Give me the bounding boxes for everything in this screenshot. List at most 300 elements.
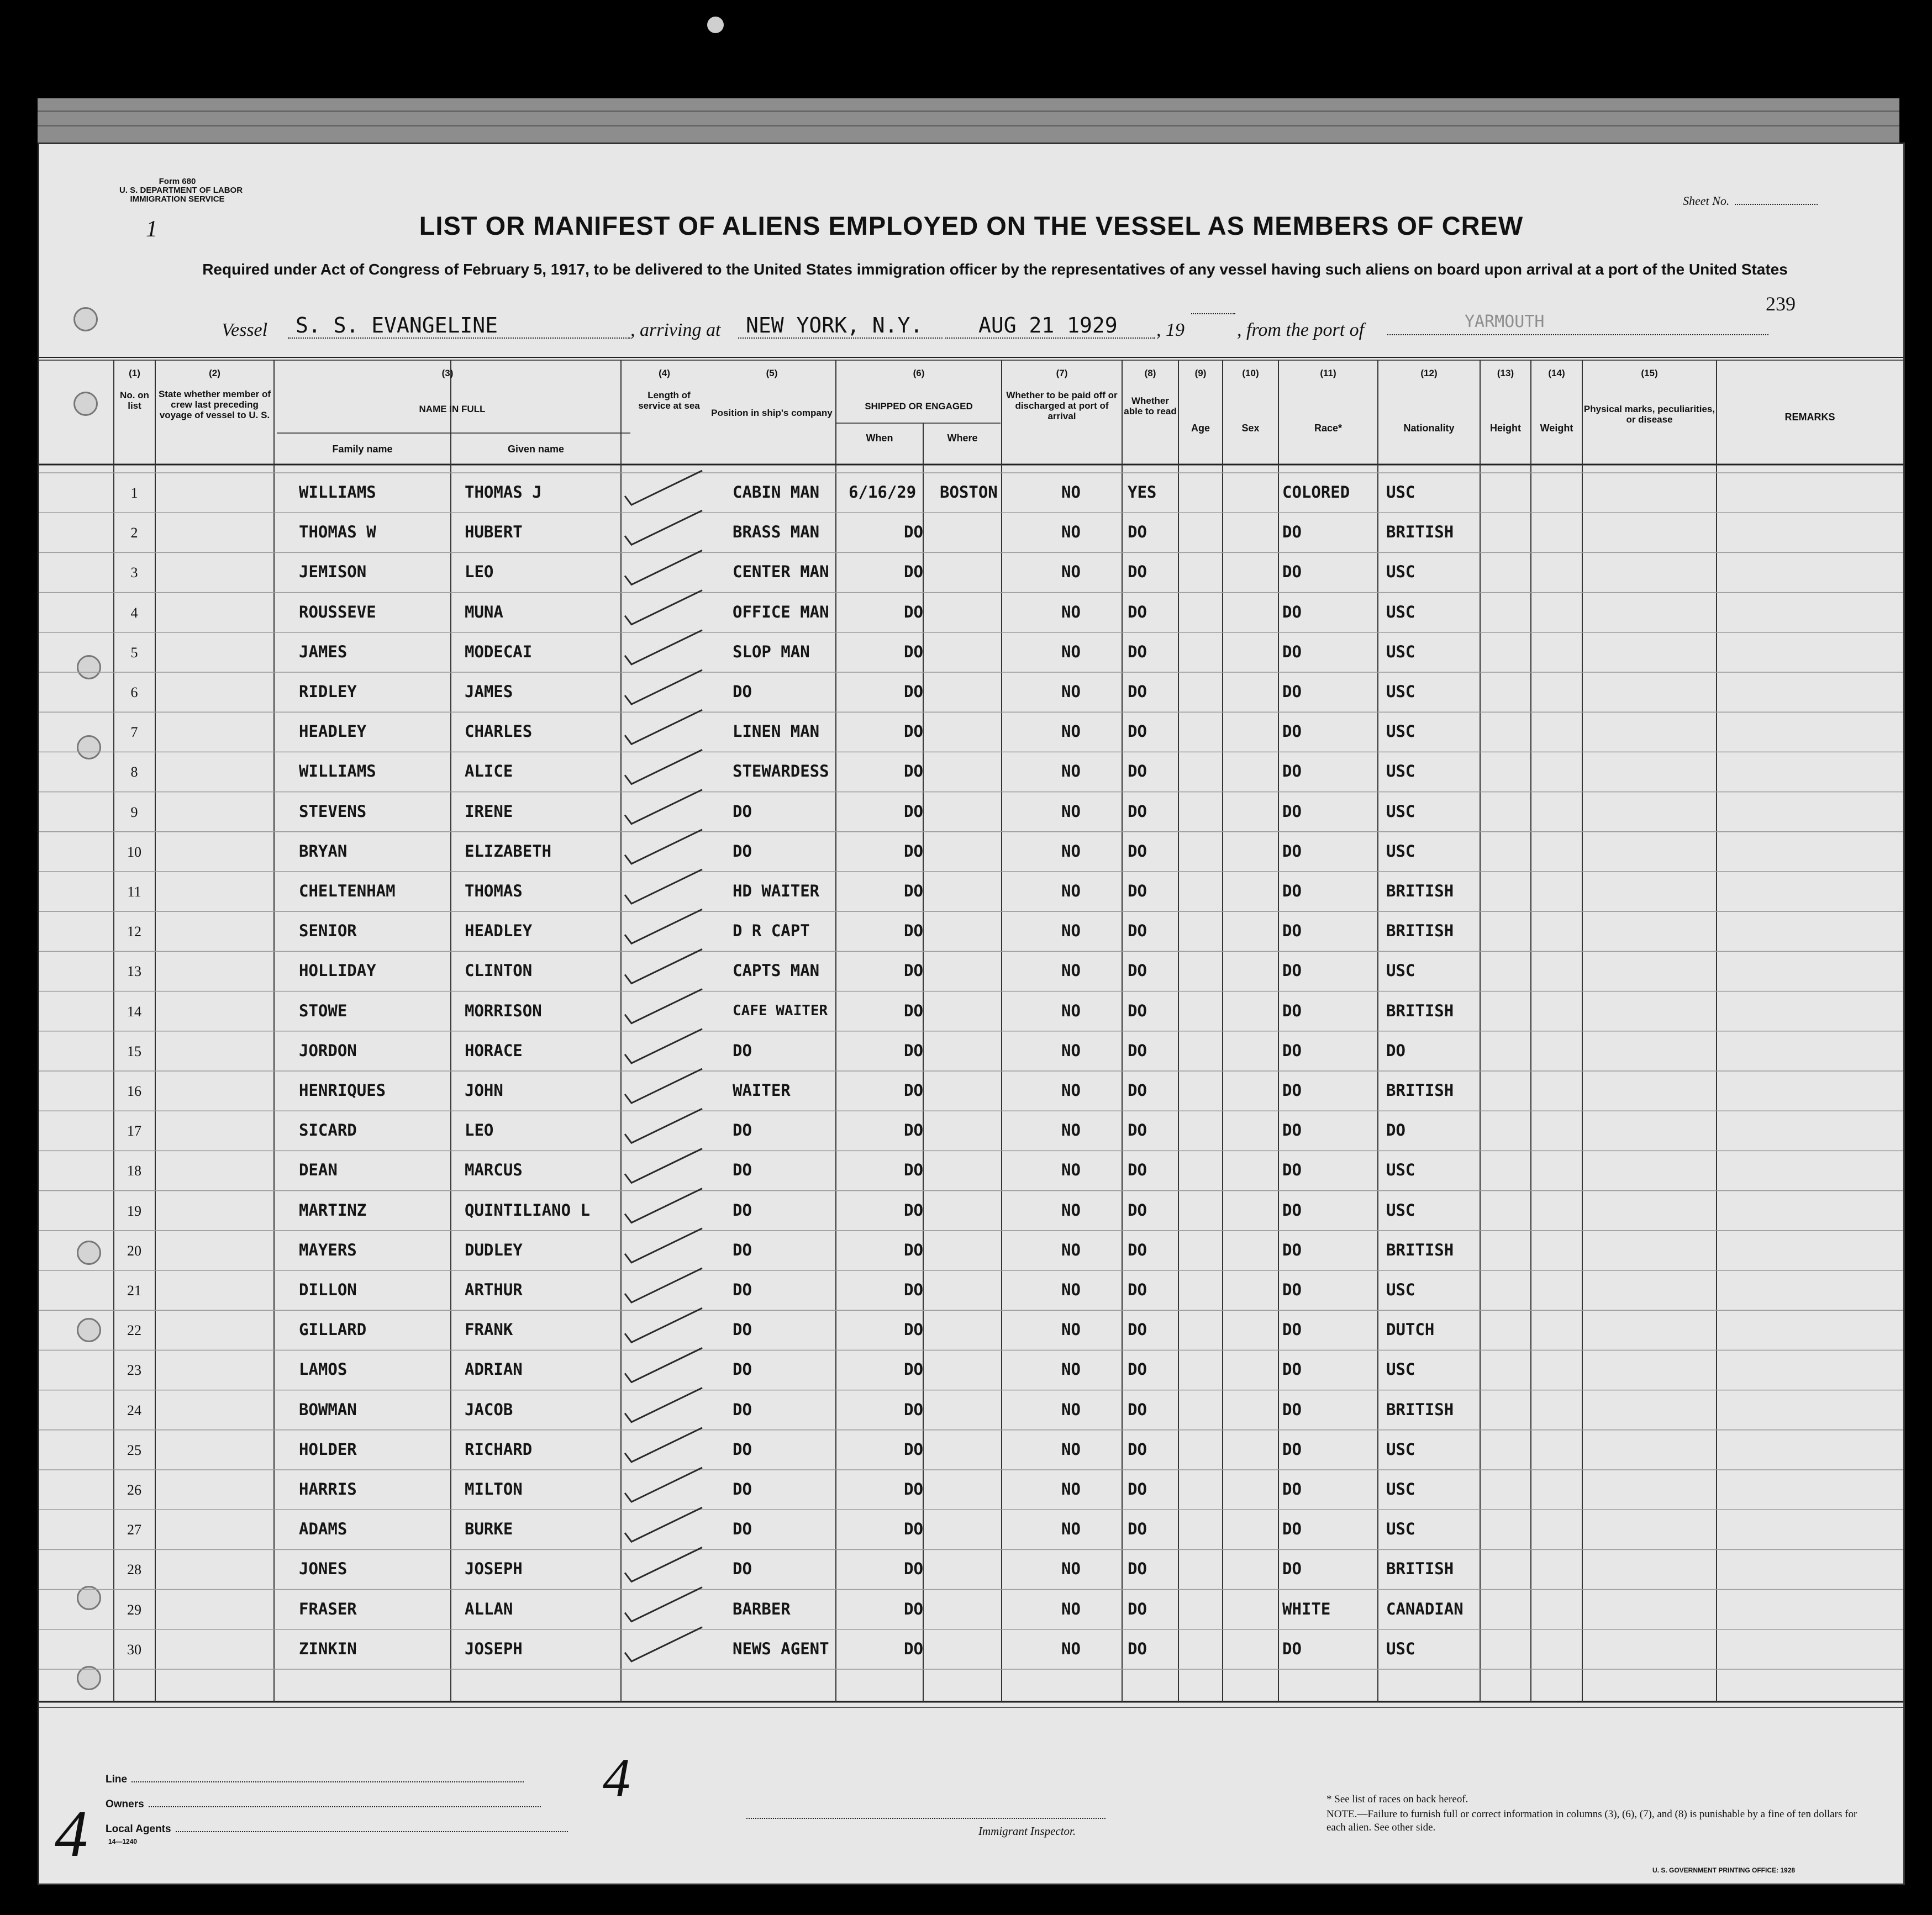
service-check-mark: [625, 1627, 702, 1661]
race-cell: DO: [1282, 722, 1302, 741]
service-check-mark: [625, 1507, 702, 1542]
paid-off-cell: NO: [1061, 1041, 1081, 1060]
race-cell: DO: [1282, 961, 1302, 980]
paid-off-cell: NO: [1061, 801, 1081, 821]
manifest-sheet: [38, 143, 1905, 1885]
given-name-cell: MORRISON: [465, 1001, 542, 1020]
paid-off-cell: NO: [1061, 523, 1081, 542]
nationality-cell: BRITISH: [1386, 1001, 1454, 1020]
service-check-mark: [625, 1348, 702, 1382]
service-check-mark: [625, 909, 702, 943]
header-able-to-read: Whether able to read: [1124, 395, 1177, 416]
row-number-cell: 11: [127, 884, 141, 900]
page-subtitle: Required under Act of Congress of February 5, 1917, to be delivered to the United States immigration officer by the representatives of any vessel having such aliens on board upon arrival at a port of the United States: [202, 261, 1788, 278]
able-to-read-cell: DO: [1128, 1160, 1147, 1180]
header-age: Age: [1191, 423, 1210, 434]
position-cell: BARBER: [733, 1599, 791, 1618]
shipped-when-cell: 6/16/29: [849, 483, 917, 502]
nationality-cell: USC: [1386, 483, 1415, 502]
handwritten-four-mid: 4: [603, 1747, 630, 1808]
service-check-mark: [625, 790, 702, 824]
footer-agents: [106, 1823, 568, 1835]
able-to-read-cell: DO: [1128, 1081, 1147, 1100]
shipped-when-cell: DO: [904, 1559, 923, 1579]
able-to-read-cell: DO: [1128, 1480, 1147, 1499]
given-name-cell: CHARLES: [465, 722, 533, 741]
position-cell: DO: [733, 1360, 752, 1379]
position-cell: DO: [733, 1400, 752, 1419]
nationality-cell: CANADIAN: [1386, 1599, 1464, 1618]
race-cell: DO: [1282, 1041, 1302, 1060]
header-paid-off: Whether to be paid off or discharged at port of arrival: [1006, 390, 1118, 421]
given-name-cell: HEADLEY: [465, 921, 533, 941]
race-cell: DO: [1282, 1480, 1302, 1499]
shipped-when-cell: DO: [904, 722, 923, 741]
given-name-cell: ALICE: [465, 762, 513, 781]
given-name-cell: JACOB: [465, 1400, 513, 1419]
vessel-name: S. S. EVANGELINE: [288, 313, 630, 339]
service-check-mark: [625, 510, 702, 545]
from-port: YARMOUTH: [1387, 310, 1768, 335]
row-number-cell: 26: [127, 1482, 141, 1498]
row-number-cell: 17: [127, 1123, 141, 1139]
given-name-cell: JOSEPH: [465, 1639, 523, 1658]
column-number: (6): [913, 368, 925, 378]
shipped-when-cell: DO: [904, 1041, 923, 1060]
column-number: (9): [1194, 368, 1207, 378]
sheet-no-label: Sheet No.: [1683, 194, 1730, 208]
race-cell: DO: [1282, 762, 1302, 781]
service-check-mark: [625, 750, 702, 784]
family-name-cell: THOMAS W: [299, 523, 376, 542]
given-name-cell: LEO: [465, 562, 494, 582]
service-check-mark: [625, 1428, 702, 1462]
shipped-when-cell: DO: [904, 1081, 923, 1100]
nationality-cell: DUTCH: [1386, 1320, 1435, 1339]
service-check-mark: [625, 1268, 702, 1302]
position-cell: DO: [733, 682, 752, 701]
family-name-cell: ZINKIN: [299, 1639, 357, 1658]
nationality-cell: USC: [1386, 722, 1415, 741]
service-check-mark: [625, 670, 702, 704]
row-number-cell: 25: [127, 1442, 141, 1458]
row-number-cell: 2: [130, 525, 138, 541]
from-label: , from the port of: [1237, 320, 1365, 340]
race-cell: DO: [1282, 682, 1302, 701]
shipped-when-cell: DO: [904, 1360, 923, 1379]
given-name-cell: FRANK: [465, 1320, 513, 1339]
column-number: (15): [1641, 368, 1658, 378]
header-given-name: Given name: [507, 444, 565, 455]
able-to-read-cell: DO: [1128, 1320, 1147, 1339]
family-name-cell: RIDLEY: [299, 682, 357, 701]
position-cell: DO: [733, 1041, 752, 1060]
column-number: (3): [441, 368, 454, 378]
service-check-mark: [625, 710, 702, 744]
family-name-cell: MARTINZ: [299, 1200, 367, 1220]
inspector-label: Immigrant Inspector.: [978, 1824, 1076, 1838]
paid-off-cell: NO: [1061, 682, 1081, 701]
able-to-read-cell: DO: [1128, 882, 1147, 900]
arriving-label: , arriving at: [630, 320, 721, 340]
able-to-read-cell: DO: [1128, 722, 1147, 741]
able-to-read-cell: DO: [1128, 1400, 1147, 1419]
given-name-cell: THOMAS J: [465, 483, 542, 502]
line-label: Line: [106, 1774, 128, 1785]
given-name-cell: MUNA: [465, 602, 503, 621]
column-number: (11): [1320, 368, 1336, 378]
race-cell: DO: [1282, 1559, 1302, 1579]
row-number-cell: 16: [127, 1083, 141, 1099]
given-name-cell: MARCUS: [465, 1160, 523, 1180]
service-check-mark: [625, 989, 702, 1024]
nationality-cell: BRITISH: [1386, 1240, 1454, 1259]
race-cell: DO: [1282, 1639, 1302, 1658]
nationality-cell: USC: [1386, 642, 1415, 661]
family-name-cell: HOLLIDAY: [299, 961, 376, 980]
able-to-read-cell: DO: [1128, 562, 1147, 582]
race-cell: DO: [1282, 642, 1302, 661]
header-weight: Weight: [1540, 423, 1573, 434]
nationality-cell: USC: [1386, 1439, 1415, 1459]
paid-off-cell: NO: [1061, 483, 1081, 502]
shipped-when-cell: DO: [904, 1400, 923, 1419]
able-to-read-cell: DO: [1128, 1121, 1147, 1140]
given-name-cell: HUBERT: [465, 523, 523, 542]
top-mark: 1: [146, 217, 157, 242]
service-check-mark: [625, 949, 702, 983]
position-cell: CAPTS MAN: [733, 961, 820, 980]
shipped-when-cell: DO: [904, 642, 923, 661]
column-number: (4): [659, 368, 670, 378]
service-check-mark: [625, 1547, 702, 1581]
paid-off-cell: NO: [1061, 921, 1081, 941]
able-to-read-cell: DO: [1128, 1200, 1147, 1220]
race-cell: DO: [1282, 523, 1302, 542]
paid-off-cell: NO: [1061, 1320, 1081, 1339]
header-height: Height: [1490, 423, 1521, 434]
service-check-mark: [625, 1468, 702, 1502]
handwritten-four-left: 4: [55, 1797, 88, 1870]
family-name-cell: DILLON: [299, 1280, 357, 1299]
row-number-cell: 7: [130, 724, 138, 741]
given-name-cell: JOHN: [465, 1081, 503, 1100]
row-number-cell: 29: [127, 1601, 141, 1618]
family-name-cell: ROUSSEVE: [299, 602, 376, 621]
position-cell: HD WAITER: [733, 882, 820, 900]
service-check-mark: [625, 830, 702, 864]
race-cell: DO: [1282, 1439, 1302, 1459]
family-name-cell: JAMES: [299, 642, 348, 661]
family-name-cell: CHELTENHAM: [299, 882, 396, 900]
family-name-cell: ADAMS: [299, 1520, 348, 1539]
able-to-read-cell: YES: [1128, 483, 1157, 502]
header-when: When: [866, 432, 893, 444]
shipped-where-cell: BOSTON: [940, 483, 998, 502]
race-cell: DO: [1282, 1160, 1302, 1180]
shipped-when-cell: DO: [904, 801, 923, 821]
able-to-read-cell: DO: [1128, 1639, 1147, 1658]
service-check-mark: [625, 1189, 702, 1223]
inspector-signature-line: [746, 1817, 1105, 1819]
row-number-cell: 30: [127, 1641, 141, 1658]
nationality-cell: USC: [1386, 1200, 1415, 1220]
paid-off-cell: NO: [1061, 562, 1081, 582]
service-check-mark: [625, 869, 702, 904]
family-name-cell: SICARD: [299, 1121, 357, 1140]
shipped-when-cell: DO: [904, 1599, 923, 1618]
race-cell: DO: [1282, 1400, 1302, 1419]
paid-off-cell: NO: [1061, 1439, 1081, 1459]
service-check-mark: [625, 1228, 702, 1263]
shipped-when-cell: DO: [904, 1200, 923, 1220]
race-cell: COLORED: [1282, 483, 1350, 502]
column-number: (7): [1056, 368, 1068, 378]
arrival-date: AUG 21 1929: [945, 313, 1155, 339]
position-cell: SLOP MAN: [733, 642, 810, 661]
position-cell: DO: [733, 1280, 752, 1299]
year-blank: [1191, 313, 1235, 314]
row-number-cell: 21: [127, 1283, 141, 1299]
family-name-cell: STEVENS: [299, 801, 367, 821]
position-cell: DO: [733, 841, 752, 861]
service-check-mark: [625, 1388, 702, 1422]
shipped-when-cell: DO: [904, 1439, 923, 1459]
header-name-in-full: NAME IN FULL: [419, 404, 486, 414]
department-name: U. S. DEPARTMENT OF LABOR: [119, 186, 243, 195]
family-name-cell: FRASER: [299, 1599, 357, 1618]
penalty-note: NOTE.—Failure to furnish full or correct information in columns (3), (6), (7), and (8) is punishable by a fine of ten dollars for each alien. See other side.: [1326, 1808, 1857, 1833]
race-cell: DO: [1282, 1240, 1302, 1259]
position-cell: DO: [733, 1240, 752, 1259]
paid-off-cell: NO: [1061, 642, 1081, 661]
paid-off-cell: NO: [1061, 762, 1081, 781]
header-sex: Sex: [1241, 423, 1260, 434]
row-number-cell: 24: [127, 1402, 141, 1418]
able-to-read-cell: DO: [1128, 961, 1147, 980]
row-number-cell: 1: [130, 485, 138, 501]
row-number-cell: 19: [127, 1202, 141, 1219]
position-cell: DO: [733, 1520, 752, 1539]
shipped-when-cell: DO: [904, 762, 923, 781]
able-to-read-cell: DO: [1128, 602, 1147, 621]
able-to-read-cell: DO: [1128, 1240, 1147, 1259]
service-check-mark: [625, 550, 702, 584]
nationality-cell: USC: [1386, 1480, 1415, 1499]
given-name-cell: MILTON: [465, 1480, 523, 1499]
given-name-cell: LEO: [465, 1121, 494, 1140]
column-number: (8): [1144, 368, 1156, 378]
race-cell: DO: [1282, 1001, 1302, 1020]
row-number-cell: 14: [127, 1003, 141, 1020]
service-check-mark: [625, 1587, 702, 1622]
position-cell: STEWARDESS: [733, 762, 829, 781]
given-name-cell: HORACE: [465, 1041, 523, 1060]
given-name-cell: DUDLEY: [465, 1240, 523, 1259]
paid-off-cell: NO: [1061, 1559, 1081, 1579]
given-name-cell: IRENE: [465, 801, 513, 821]
shipped-when-cell: DO: [904, 882, 923, 900]
position-cell: DO: [733, 1480, 752, 1499]
position-cell: WAITER: [733, 1081, 791, 1100]
given-name-cell: ALLAN: [465, 1599, 513, 1618]
nationality-cell: USC: [1386, 1639, 1415, 1658]
shipped-when-cell: DO: [904, 1160, 923, 1180]
header-race: Race*: [1314, 423, 1343, 434]
row-number-cell: 9: [130, 804, 138, 820]
given-name-cell: ELIZABETH: [465, 841, 552, 861]
row-number-cell: 23: [127, 1362, 141, 1379]
nationality-cell: DO: [1386, 1121, 1405, 1140]
paid-off-cell: NO: [1061, 1081, 1081, 1100]
nationality-cell: DO: [1386, 1041, 1405, 1060]
column-number: (1): [129, 368, 140, 378]
column-number: (5): [766, 368, 778, 378]
row-number-cell: 22: [127, 1322, 141, 1339]
nationality-cell: BRITISH: [1386, 1400, 1454, 1419]
paid-off-cell: NO: [1061, 1160, 1081, 1180]
given-name-cell: MODECAI: [465, 642, 533, 661]
shipped-when-cell: DO: [904, 562, 923, 582]
position-cell: DO: [733, 1121, 752, 1140]
position-cell: DO: [733, 1439, 752, 1459]
position-cell: CAFE WAITER: [733, 1002, 828, 1019]
family-name-cell: GILLARD: [299, 1320, 367, 1339]
position-cell: CABIN MAN: [733, 483, 820, 502]
service-check-mark: [625, 590, 702, 625]
punch-hole: [73, 307, 98, 331]
able-to-read-cell: DO: [1128, 523, 1147, 542]
nationality-cell: USC: [1386, 961, 1415, 980]
shipped-when-cell: DO: [904, 1121, 923, 1140]
row-number-cell: 6: [130, 684, 138, 700]
footer-owners: [106, 1798, 541, 1811]
family-name-cell: LAMOS: [299, 1360, 348, 1379]
footer-line: [106, 1774, 524, 1786]
family-name-cell: HEADLEY: [299, 722, 367, 741]
year-label: , 19: [1156, 320, 1185, 340]
race-cell: DO: [1282, 921, 1302, 941]
family-name-cell: WILLIAMS: [299, 483, 376, 502]
paid-off-cell: NO: [1061, 1360, 1081, 1379]
nationality-cell: BRITISH: [1386, 921, 1454, 941]
header-nationality: Nationality: [1403, 423, 1455, 434]
paid-off-cell: NO: [1061, 1121, 1081, 1140]
top-punch-hole: [707, 17, 724, 33]
able-to-read-cell: DO: [1128, 1520, 1147, 1539]
nationality-cell: USC: [1386, 762, 1415, 781]
header-length-of-service: Length of service at sea: [638, 390, 700, 411]
form-number: Form 680: [159, 177, 196, 186]
printer-credit: U. S. GOVERNMENT PRINTING OFFICE: 1928: [1652, 1866, 1796, 1874]
shipped-when-cell: DO: [904, 682, 923, 701]
given-name-cell: CLINTON: [465, 961, 533, 980]
given-name-cell: JAMES: [465, 682, 513, 701]
race-cell: DO: [1282, 1200, 1302, 1220]
column-number: (14): [1548, 368, 1565, 378]
header-no-on-list: No. on list: [120, 390, 149, 411]
family-name-cell: SENIOR: [299, 921, 357, 941]
row-number-cell: 15: [127, 1043, 141, 1059]
given-name-cell: ADRIAN: [465, 1360, 523, 1379]
paid-off-cell: NO: [1061, 1400, 1081, 1419]
family-name-cell: JORDON: [299, 1041, 357, 1060]
row-number-cell: 13: [127, 963, 141, 980]
family-name-cell: WILLIAMS: [299, 762, 376, 781]
nationality-cell: USC: [1386, 602, 1415, 621]
row-number-cell: 18: [127, 1163, 141, 1179]
family-name-cell: JEMISON: [299, 562, 367, 582]
nationality-cell: BRITISH: [1386, 523, 1454, 542]
sheet-number: 239: [1766, 293, 1796, 315]
row-number-cell: 4: [130, 604, 138, 621]
position-cell: CENTER MAN: [733, 562, 829, 582]
header-shipped-or-engaged: SHIPPED OR ENGAGED: [865, 401, 973, 412]
able-to-read-cell: DO: [1128, 801, 1147, 821]
header-state-whether: State whether member of crew last preceding voyage of vessel to U. S.: [158, 389, 271, 420]
row-number-cell: 20: [127, 1242, 141, 1259]
able-to-read-cell: DO: [1128, 1559, 1147, 1579]
service-check-mark: [625, 1308, 702, 1342]
given-name-cell: BURKE: [465, 1520, 513, 1539]
family-name-cell: HOLDER: [299, 1439, 357, 1459]
shipped-when-cell: DO: [904, 1240, 923, 1259]
paid-off-cell: NO: [1061, 1639, 1081, 1658]
race-cell: DO: [1282, 882, 1302, 900]
paid-off-cell: NO: [1061, 1520, 1081, 1539]
binder-tab: [38, 98, 1899, 146]
service-check-mark: [625, 1148, 702, 1183]
column-number: (13): [1497, 368, 1514, 378]
shipped-when-cell: DO: [904, 523, 923, 542]
paid-off-cell: NO: [1061, 961, 1081, 980]
vessel-label: Vessel: [222, 320, 268, 340]
paid-off-cell: NO: [1061, 882, 1081, 900]
able-to-read-cell: DO: [1128, 1599, 1147, 1618]
family-name-cell: MAYERS: [299, 1240, 357, 1259]
shipped-when-cell: DO: [904, 1280, 923, 1299]
able-to-read-cell: DO: [1128, 1001, 1147, 1020]
race-cell: DO: [1282, 1121, 1302, 1140]
header-position: Position in ship's company: [711, 408, 833, 418]
service-check-mark: [625, 1069, 702, 1103]
shipped-when-cell: DO: [904, 921, 923, 941]
shipped-when-cell: DO: [904, 1520, 923, 1539]
able-to-read-cell: DO: [1128, 841, 1147, 861]
header-remarks: REMARKS: [1784, 412, 1835, 423]
given-name-cell: THOMAS: [465, 882, 523, 900]
header-where: Where: [947, 432, 978, 444]
able-to-read-cell: DO: [1128, 921, 1147, 941]
row-number-cell: 5: [130, 644, 138, 661]
nationality-cell: USC: [1386, 1520, 1415, 1539]
nationality-cell: USC: [1386, 682, 1415, 701]
race-cell: DO: [1282, 1360, 1302, 1379]
agents-code: 14—1240: [108, 1838, 138, 1845]
given-name-cell: QUINTILIANO L: [465, 1200, 590, 1220]
paid-off-cell: NO: [1061, 1480, 1081, 1499]
row-number-cell: 3: [130, 565, 138, 581]
position-cell: NEWS AGENT: [733, 1639, 829, 1658]
shipped-when-cell: DO: [904, 1001, 923, 1020]
agents-label: Local Agents: [106, 1823, 171, 1835]
position-cell: DO: [733, 1320, 752, 1339]
family-name-cell: BOWMAN: [299, 1400, 357, 1419]
race-cell: DO: [1282, 801, 1302, 821]
nationality-cell: USC: [1386, 801, 1415, 821]
given-name-cell: ARTHUR: [465, 1280, 523, 1299]
race-cell: DO: [1282, 1280, 1302, 1299]
